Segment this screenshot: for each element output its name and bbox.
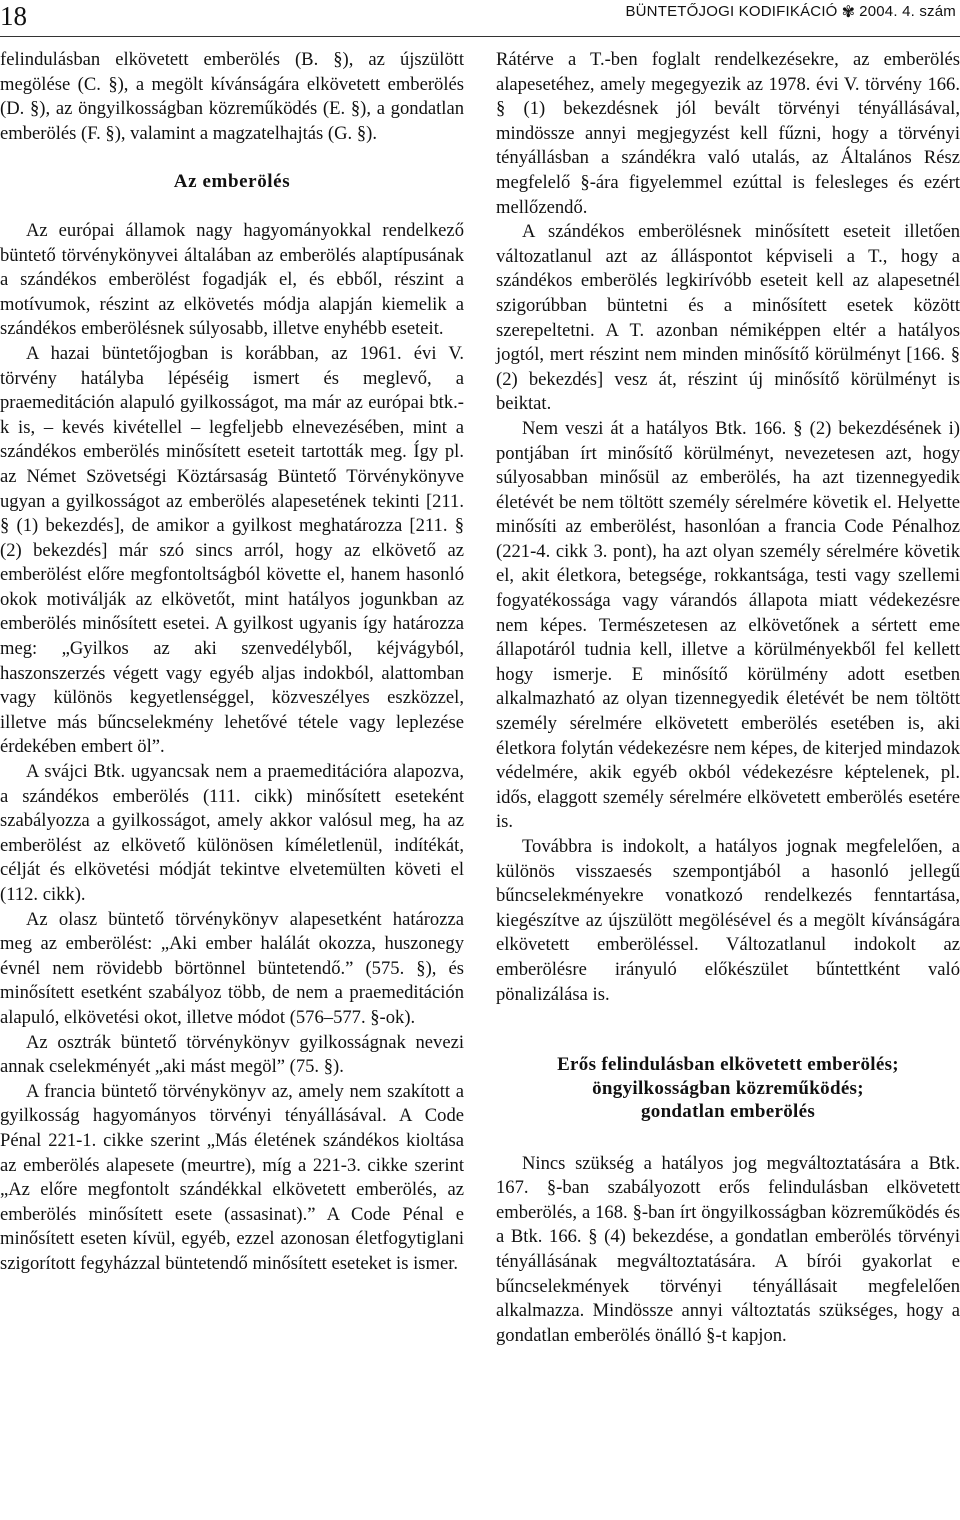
journal-title: BÜNTETŐJOGI KODIFIKÁCIÓ: [625, 3, 838, 20]
section-heading-line: gondatlan emberölés: [640, 1101, 816, 1123]
body-paragraph: Az osztrák büntető törvénykönyv gyilkosságnak nevezi annak cselekményét „aki mást megöl” (75. §).: [0, 1031, 464, 1078]
intro-paragraph: felindulásban elkövetett emberölés (B. §), az újszülött megölése (C. §), a megölt kívánságára elkövetett emberölés (D. §), az öngyilkosságban közreműködés (E. §), a gondatlan emberölés (F. §), valamint a magzatelhajtás (G. §).: [0, 49, 464, 144]
left-column: [0, 48, 464, 1277]
page-number: 18: [0, 1, 27, 31]
section-heading: Az emberölés: [173, 171, 291, 193]
journal-header: [625, 2, 956, 22]
body-paragraph: A svájci Btk. ugyancsak nem a praemeditációra alapozva, a szándékos emberölés (111. cikk) minősített eseteként szabályozza a gyilkosságot, amely akkor valósul meg, ha az emberölést az elkövető különösen kíméletlenül, indítékát, célját és elkövetési módját tekintve elvetemülten követi el (112. cikk).: [0, 761, 464, 905]
running-head: [0, 0, 960, 36]
body-paragraph: Az európai államok nagy hagyományokkal rendelkező büntető törvénykönyvei általában az emberölés alaptípusának a szándékos emberölést fogadják el, és ebből, részint a motívumok, részint az elkövetés módja alapján kiemelik a szándékos emberölésnek súlyosabb, illetve enyhébb eseteit.: [0, 219, 464, 340]
body-paragraph: Rátérve a T.-ben foglalt rendelkezésekre, az emberölés alapesetéhez, amely megegyezik az 1978. évi V. törvény 166. § (1) bekezdésnek jól bevált törvényi tényállásával, mindössze annyi megjegyzést kell fűzni, hogy a törvényi tényállásban a szándékra való utalás, az Általános Rész megfelelő §-ára figyelemmel ezúttal is felesleges és ezért mellőzendő.: [496, 49, 960, 218]
body-paragraph: A szándékos emberölésnek minősített eseteit illetően változatlanul azt az álláspontot képviseli a T., hogy a szándékos emberölés legkirívóbb eseteit kell az alapesetnél szigorúbban büntetni és a minősített esetek között szerepeltetni. A T. azonban némiképpen eltér a hatályos jogtól, mert részint nem minden minősítő körülményt [166. § (2) bekezdés] vesz át, részint új minősítő körülményt is beiktat.: [496, 221, 960, 415]
header-rule: [0, 36, 960, 37]
section-heading-line: öngyilkosságban közreműködés;: [592, 1077, 864, 1099]
body-paragraph: Továbbra is indokolt, a hatályos jognak megfelelően, a különös visszaesés szempontjából a hasonló jellegű bűncselekményekre vonatkozó rendelkezés fenntartása, kiegészítve az újszülött megölésével és a megölt kívánságára elkövetett emberöléssel. Változatlanul indokolt az emberölésre irányuló előkészület bűntettként való pönalizálása is.: [496, 836, 960, 1005]
body-paragraph: A hazai büntetőjogban is korábban, az 1961. évi V. törvény hatályba lépéséig ismert és meglevő, a praemeditáción alapuló gyilkosságot, ma már az európai btk.-k is, – kevés kivétellel – legfeljebb elnevezésében, mint a szándékos emberölés minősített eseteit tartották meg. Így pl. az Német Szövetségi Köztársaság Büntető Törvénykönyve ugyan a gyilkosságot az emberölés alapesetének tekinti [211. § (1) bekezdés], de amikor a gyilkost meghatározza [211. § (2) bekezdés] már szó sincs arról, hogy az elkövető az emberölést előre megfontoltságból követte el, hanem hasonló okok motiválják az elkövetőt, mint hatályos jogunkban az emberölés minősített esetei. A gyilkost ugyanis így határozza meg: „Gyilkos az aki szenvedélyből, kéjvágyból, haszonszerzés végett vagy egyéb aljas indokból, alattomban vagy különös kegyetlenséggel, közveszélyes eszközzel, illetve más bűncselekmény lehetővé tétele vagy leplezése érdekében embert öl”.: [0, 342, 464, 758]
ornament-icon: ✾: [841, 2, 856, 21]
section-heading-line: Erős felindulásban elkövetett emberölés;: [557, 1054, 899, 1076]
right-column: [496, 48, 960, 1348]
issue-number: 2004. 4. szám: [859, 3, 956, 20]
section-heading: [496, 1053, 960, 1124]
body-paragraph: Nem veszi át a hatályos Btk. 166. § (2) bekezdésének i) pontjában írt minősítő körülményt, nevezetesen azt, hogy súlyosabban minősül az emberölés, ha azt tizennegyedik életévét be nem töltött személy sérelmére követik el. Helyette minősíti az emberölést, hasonlóan a francia Code Pénalhoz (221-4. cikk 3. pont), ha azt olyan személy sérelmére követik el, akit életkora, betegsége, rokkantsága, testi vagy szellemi fogyatékossága vagy várandós állapota miatt védekezésre nem képes. Természetesen az elkövetőnek a sértett eme állapotáról tudnia kell, illetve a körülményekből fel kellett hogy ismerje. E minősítő körülmény adott esetben alkalmazható az olyan tizennegyedik életévét be nem töltött személy sérelmére elkövetett emberölés esetében is, aki életkora folytán védekezésre nem képes, de kiterjed mindazok védelmére, akik egyéb okból védekezésre képtelenek, pl. idős, elaggott személy sérelmére elkövetett emberölés esetére is.: [496, 417, 960, 833]
body-paragraph: A francia büntető törvénykönyv az, amely nem szakított a gyilkosság hagyományos törvényi tényállásával. A Code Pénal 221-1. cikke szerint „Más életének szándékos kioltása az emberölés alapesete (meurtre), míg a 221-3. cikke szerint „Az előre megfontolt szándékkal elkövetett emberölés, az emberölés minősített esete (assasinat).” A Code Pénal e minősített eseten kívül, egyéb, ezzel azonosan életfogytiglani szigorított fegyházzal büntetendő minősített eseteket is ismer.: [0, 1080, 464, 1274]
body-paragraph: Az olasz büntető törvénykönyv alapesetként határozza meg az emberölést: „Aki ember halálát okozza, huszonegy évnél nem rövidebb börtönnel büntetendő.” (575. §), és minősített esetként szabályoz több, de nem a praemeditáción alapuló, elkövetési okot, illetve módot (576–577. §-ok).: [0, 908, 464, 1028]
body-paragraph: Nincs szükség a hatályos jog megváltoztatására a Btk. 167. §-ban szabályozott erős felindulásban elkövetett emberölés, a 168. §-ban írt öngyilkosságban közreműködés és a Btk. 166. § (4) bekezdése, a gondatlan emberölés törvényi tényállásának megváltoztatására. A bírói gyakorlat e bűncselekmények törvényi tényállásait megfelelően alkalmazza. Mindössze annyi változtatás szükséges, hogy a gondatlan emberölés önálló §-t kapjon.: [496, 1152, 960, 1346]
